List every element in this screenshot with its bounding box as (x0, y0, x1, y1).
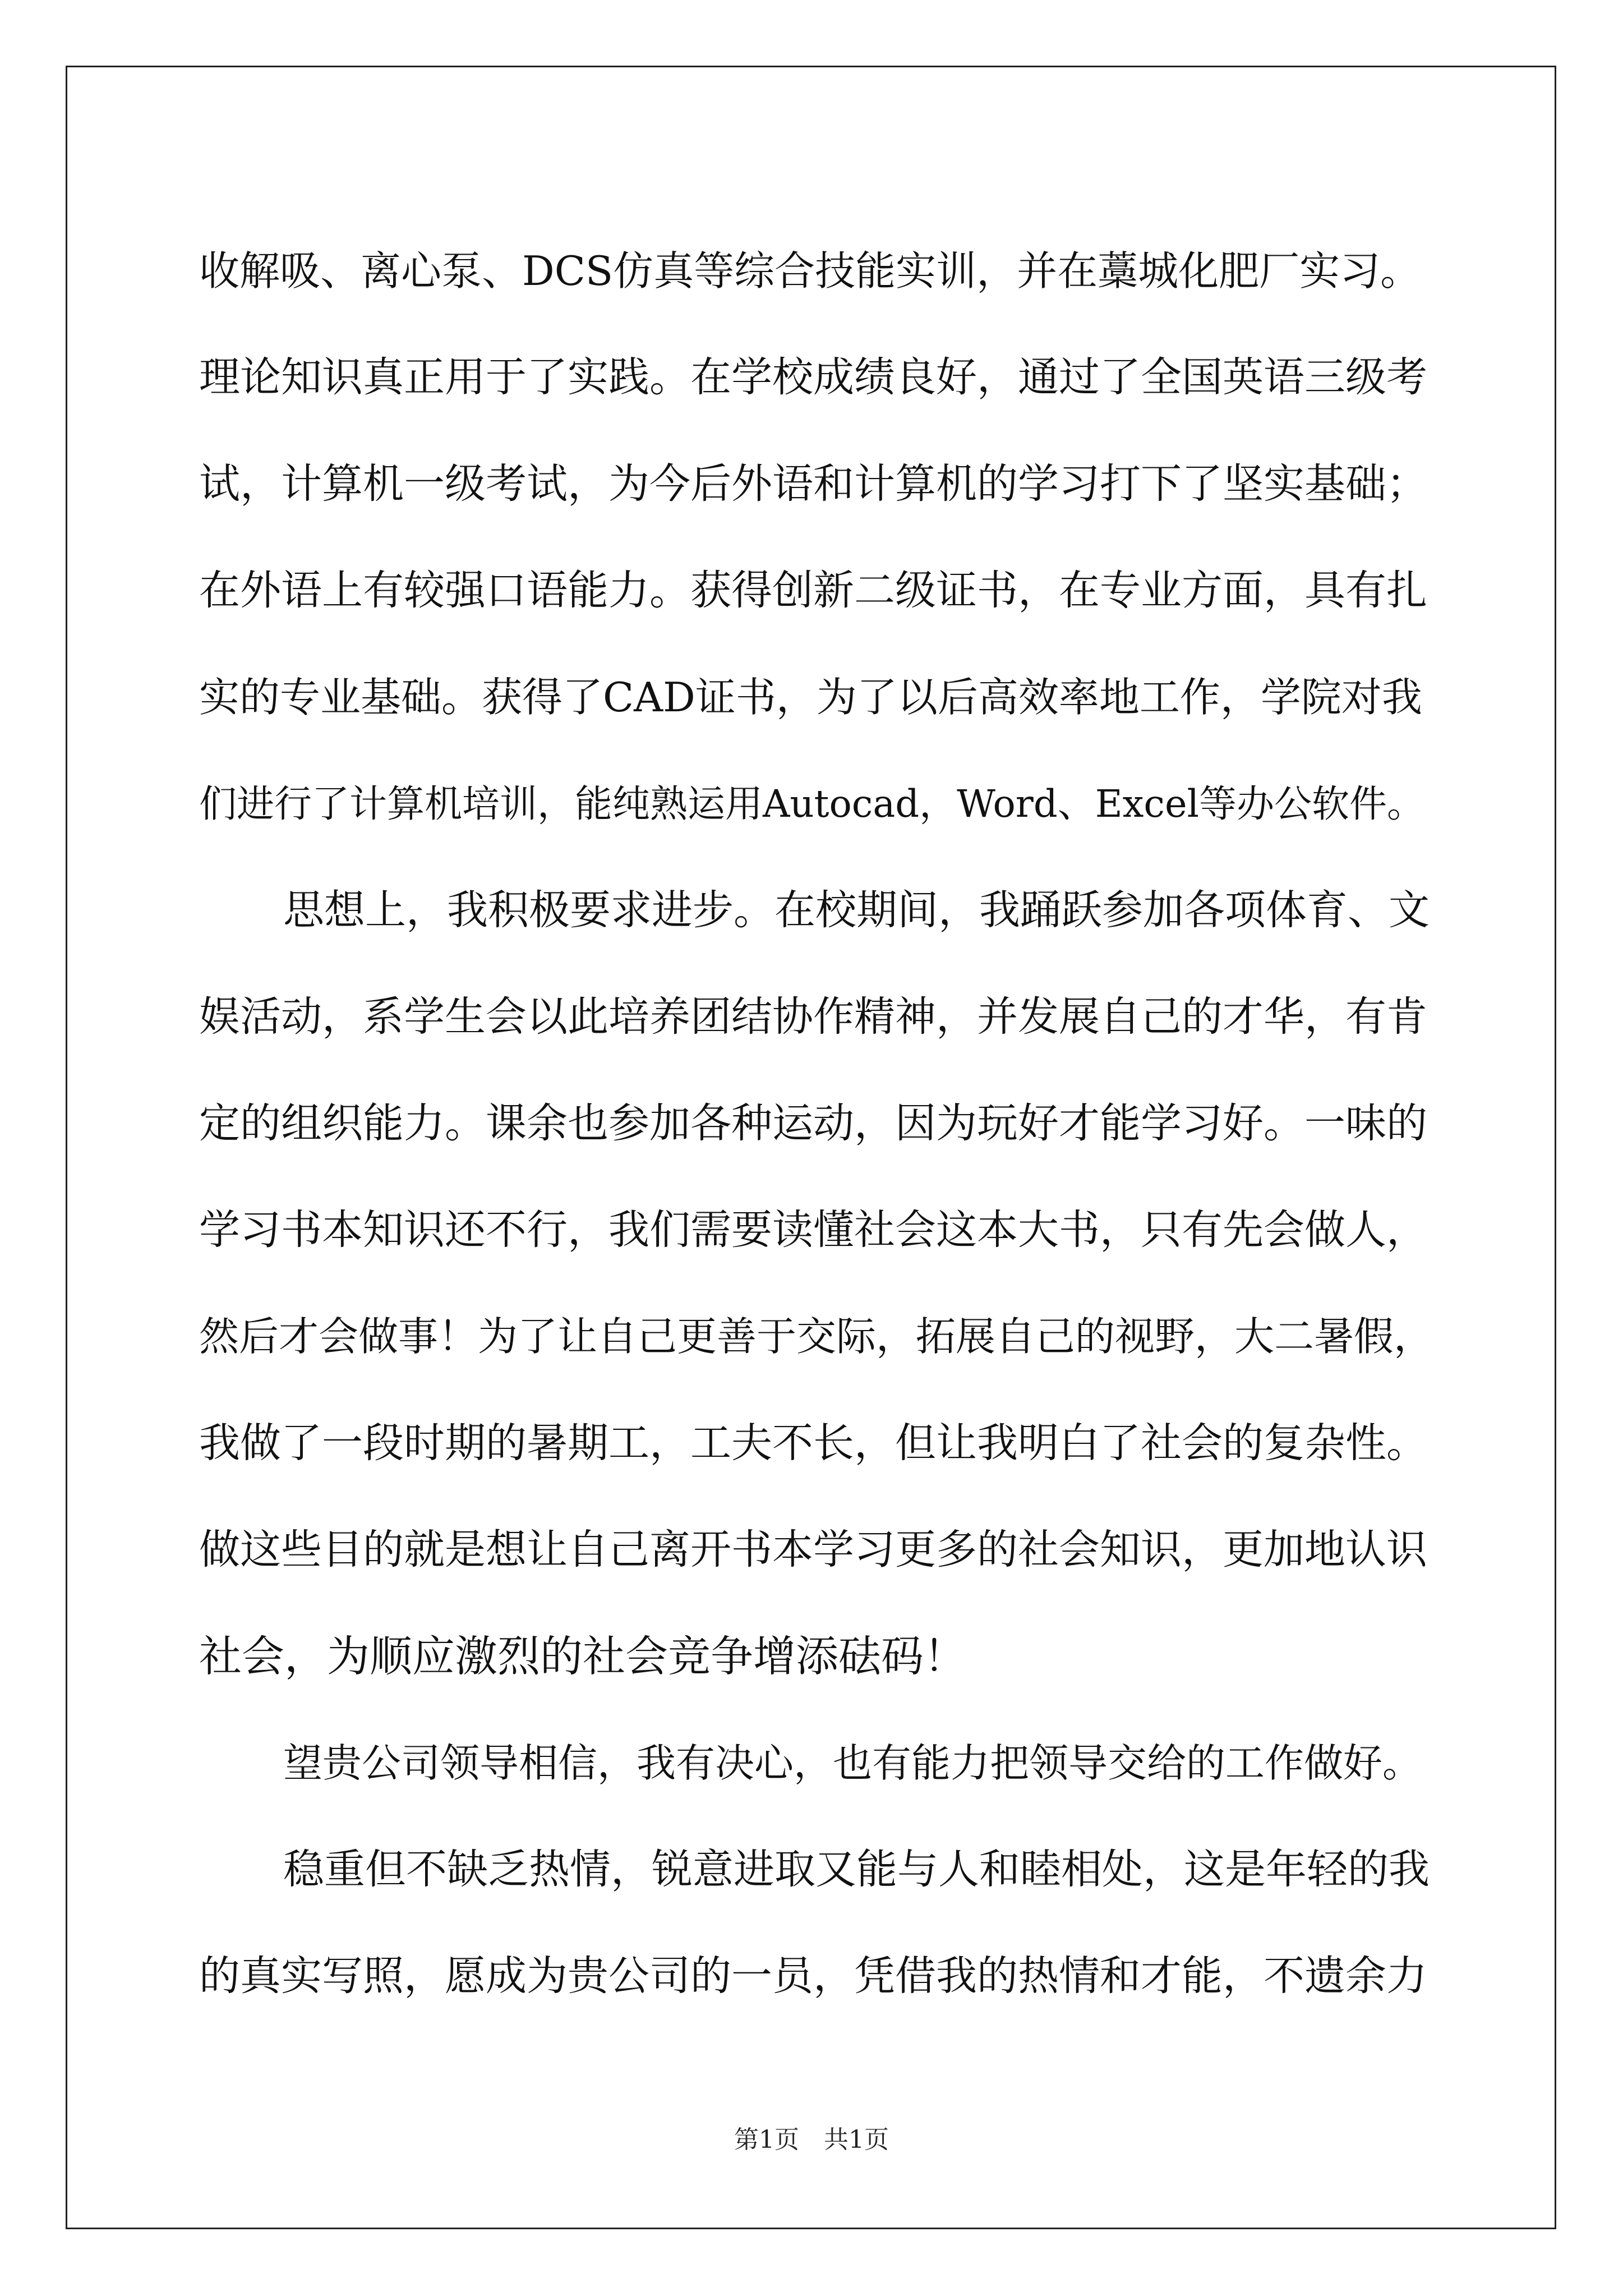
text-line: 我做了一段时期的暑期工，工夫不长，但让我明白了社会的复杂性。 (199, 1419, 1427, 1467)
text-line: 们进行了计算机培训，能纯熟运用Autocad，Word、Excel等办公软件。 (199, 782, 1425, 826)
text-line: 在外语上有较强口语能力。获得创新二级证书，在专业方面，具有扎 (199, 567, 1427, 614)
page-footer: 第1页 共1页 (734, 2125, 889, 2154)
text-line: 学习书本知识还不行，我们需要读懂社会这本大书，只有先会做人， (199, 1206, 1427, 1254)
document-body (199, 218, 1436, 2030)
text-line: 社会，为顺应激烈的社会竞争增添砝码！ (199, 1631, 966, 1681)
text-line: 收解吸、离心泵、DCS仿真等综合技能实训，并在藁城化肥厂实习。 (199, 247, 1421, 295)
text-line: 定的组织能力。课余也参加各种运动，因为玩好才能学习好。一味的 (199, 1099, 1427, 1147)
text-line: 娱活动，系学生会以此培养团结协作精神，并发展自己的才华，有肯 (199, 993, 1427, 1041)
text-line: 实的专业基础。获得了CAD证书，为了以后高效率地工作，学院对我 (199, 674, 1422, 721)
text-line: 然后才会做事！为了让自己更善于交际，拓展自己的视野，大二暑假， (199, 1313, 1434, 1360)
text-line: 的真实写照，愿成为贵公司的一员，凭借我的热情和才能，不遗余力 (199, 1952, 1427, 2000)
text-line: 做这些目的就是想让自己离开书本学习更多的社会知识，更加地认识 (199, 1526, 1427, 1573)
paragraph-start-line: 稳重但不缺乏热情，锐意进取又能与人和睦相处，这是年轻的我 (283, 1846, 1430, 1893)
paragraph-start-line: 望贵公司领导相信，我有决心，也有能力把领导交给的工作做好。 (283, 1740, 1422, 1786)
text-line: 理论知识真正用于了实践。在学校成绩良好，通过了全国英语三级考 (199, 353, 1427, 401)
text-line: 试，计算机一级考试，为今后外语和计算机的学习打下了坚实基础； (199, 460, 1427, 508)
paragraph-start-line: 思想上，我积极要求进步。在校期间，我踊跃参加各项体育、文 (283, 886, 1430, 934)
